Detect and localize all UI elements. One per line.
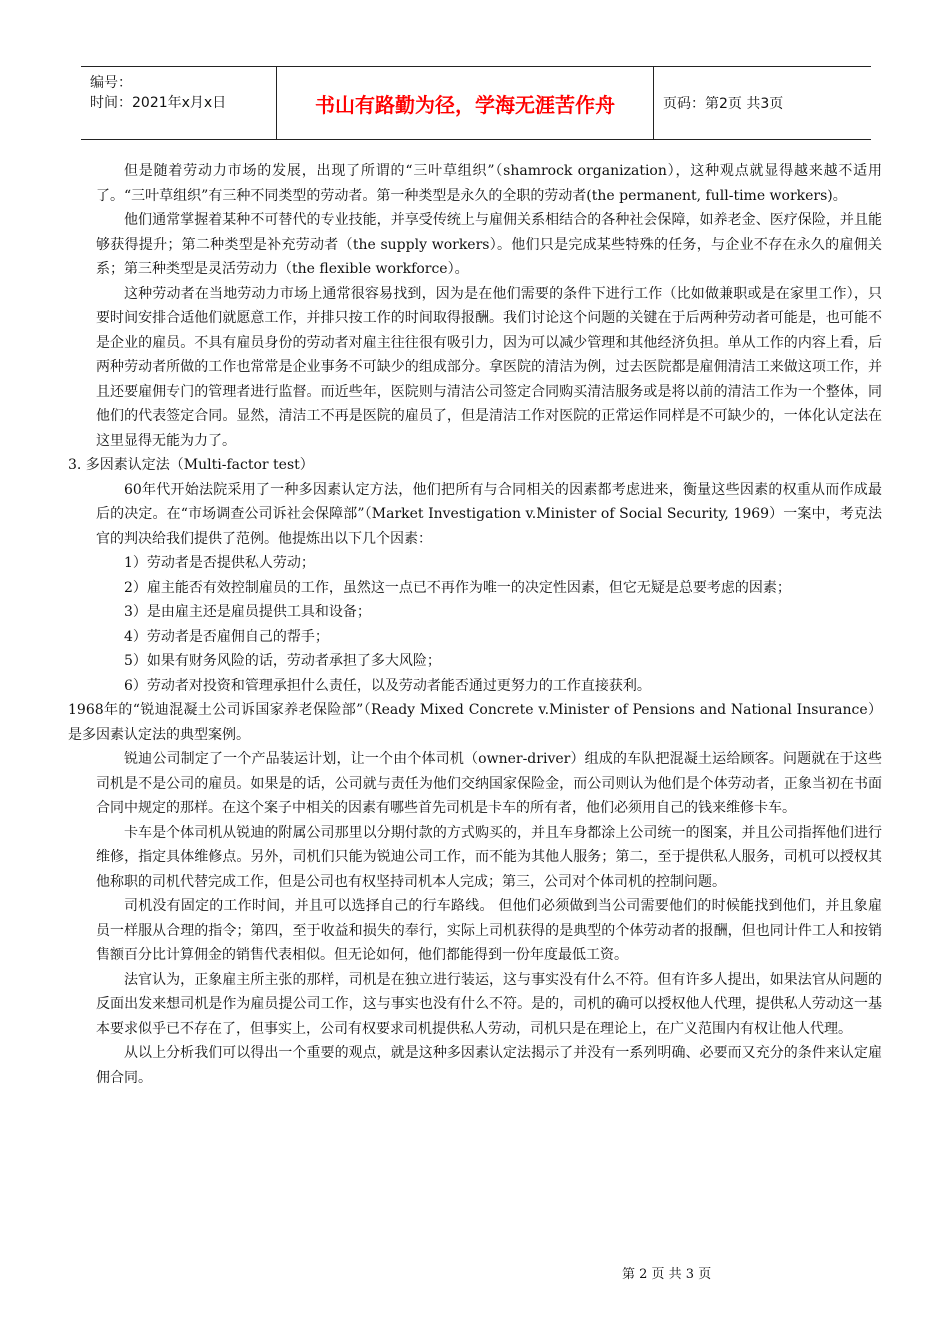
paragraph: 从以上分析我们可以得出一个重要的观点，就是这种多因素认定法揭示了并没有一系列明确、必要而又充分的条件来认定雇佣合同。 <box>96 1045 882 1086</box>
paragraph: 这种劳动者在当地劳动力市场上通常很容易找到，因为是在他们需要的条件下进行工作（比如做兼职或是在家里工作），只要时间安排合适他们就愿意工作，并排只按工作的时间取得报酬。我们讨论这个问题的关键在于后两种劳动者可能是，也可能不是企业的雇员。不具有雇员身份的劳动者对雇主往往很有吸引力，因为可以减少管理和其他经济负担。单从工作的内容上看，后两种劳动者所做的工作也常常是企业事务不可缺少的组成部分。拿医院的清洁为例，过去医院都是雇佣清洁工来做这项工作，并且还要雇佣专门的管理者进行监督。而近些年，医院则与清洁公司签定合同购买清洁服务或是将以前的清洁工作为一个整体，同他们的代表签定合同。显然，清洁工不再是医院的雇员了，但是清洁工作对医院的正常运作同样是不可缺少的，一体化认定法在这里显得无能为力了。 <box>96 285 882 449</box>
paragraph: 卡车是个体司机从锐迪的附属公司那里以分期付款的方式购买的，并且车身都涂上公司统一的图案，并且公司指挥他们进行维修，指定具体维修点。另外，司机们只能为锐迪公司工作，而不能为其他人服务；第二，至于提供私人服务，司机可以授权其他称职的司机代替完成工作，但是公司也有权坚持司机本人完成；第三，公司对个体司机的控制问题。 <box>96 824 882 890</box>
list-item: 3）是由雇主还是雇员提供工具和设备； <box>124 604 371 620</box>
paragraph: 他们通常掌握着某种不可替代的专业技能，并享受传统上与雇佣关系相结合的各种社会保障，如养老金、医疗保险，并且能够获得提升；第二种类型是补充劳动者（the supply workers）。他们只是完成某些特殊的任务，与企业不存在永久的雇佣关系；第三种类型是灵活劳动力（the flexible workforce）。 <box>96 212 882 277</box>
page-header <box>81 66 871 140</box>
page-footer: 第 2 页 共 3 页 <box>622 1267 712 1282</box>
paragraph: 法官认为，正象雇主所主张的那样，司机是在独立进行装运，这与事实没有什么不符。但有许多人提出，如果法官从问题的反面出发来想司机是作为雇员提公司工作，这与事实也没有什么不符。是的，司机的确可以授权他人代理，提供私人劳动这一基本要求似乎已不存在了，但事实上，公司有权要求司机提供私人劳动，司机只是在理论上，在广义范围内有权让他人代理。 <box>96 971 882 1037</box>
list-item: 5）如果有财务风险的话，劳动者承担了多大风险； <box>124 653 441 669</box>
paragraph: 60年代开始法院采用了一种多因素认定方法，他们把所有与合同相关的因素都考虑进来，衡量这些因素的权重从而作成最后的决定。在“市场调查公司诉社会保障部”（Market Investigation v.Minister of Social Security, 1969）一案中，考克法官的判决给我们提供了范例。他提炼出以下几个因素： <box>96 481 882 547</box>
paragraph: 司机没有固定的工作时间，并且可以选择自己的行车路线。 但他们必须做到当公司需要他们的时候能找到他们，并且象雇员一样服从合理的指令；第四，至于收益和损失的奉行，实际上司机获得的是典型的个体劳动者的报酬，但也同计件工人和按销售额百分比计算佣金的销售代表相似。但无论如何，他们都能得到一份年度最低工资。 <box>96 898 882 963</box>
list-item: 4）劳动者是否雇佣自己的帮手； <box>124 628 329 645</box>
page-label: 页码：第2页 共3页 <box>663 96 784 112</box>
paragraph: 但是随着劳动力市场的发展，出现了所谓的“三叶草组织”（shamrock organization），这种观点就显得越来越不适用了。“三叶草组织”有三种不同类型的劳动者。第一种类型是永久的全职的劳动者(the permanent, full-time workers)。 <box>96 163 882 204</box>
list-item: 1）劳动者是否提供私人劳动； <box>124 555 315 571</box>
time-label: 时间：2021年x月x日 <box>90 95 227 111</box>
document-body <box>68 159 882 1090</box>
list-item: 6）劳动者对投资和管理承担什么责任，以及劳动者能否通过更努力的工作直接获利。 <box>124 677 651 694</box>
motto: 书山有路勤为径，学海无涯苦作舟 <box>276 67 654 139</box>
paragraph: 1968年的“锐迪混凝土公司诉国家养老保险部”（Ready Mixed Concrete v.Minister of Pensions and National Insurance）是多因素认定法的典型案例。 <box>68 702 882 743</box>
header-info <box>90 73 280 113</box>
section-heading: 3. 多因素认定法（Multi-factor test） <box>68 457 314 473</box>
number-label: 编号： <box>90 75 132 91</box>
list-item: 2）雇主能否有效控制雇员的工作，虽然这一点已不再作为唯一的决定性因素，但它无疑是总要考虑的因素； <box>124 579 791 596</box>
paragraph: 锐迪公司制定了一个产品装运计划，让一个由个体司机（owner-driver）组成的车队把混凝土运给顾客。问题就在于这些司机是不是公司的雇员。如果是的话，公司就与责任为他们交纳国家保险金，而公司则认为他们是个体劳动者，正象当初在书面合同中规定的那样。在这个案子中相关的因素有哪些首先司机是卡车的所有者，他们必须用自己的钱来维修卡车。 <box>96 751 882 816</box>
